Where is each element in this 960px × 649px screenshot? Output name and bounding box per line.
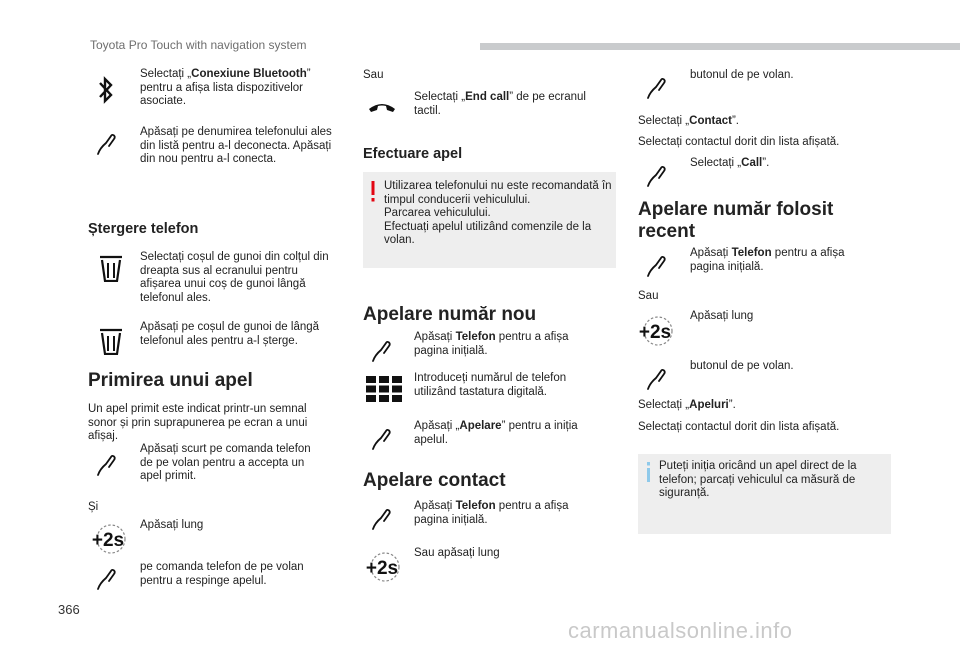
keypad-icon [366,376,402,402]
phone-home-instruction-2: Apăsați Telefon pentru a afișa pagina inițială. [414,500,569,526]
touch-icon [371,507,395,531]
bluetooth-icon [97,76,115,104]
select-contact-tab: Selectați „Contact”. [638,115,739,127]
end-call-icon [367,100,397,114]
call-instruction: Apăsați „Apelare” pentru a iniția apelul. [414,420,578,446]
svg-text:+2s: +2s [638,322,672,343]
contact-call-heading: Apelare contact [363,470,506,491]
phone-home-instruction: Apăsați Telefon pentru a afișa pagina inițială. [414,331,569,357]
header-bar [480,43,960,50]
touch-icon [96,132,120,156]
touch-icon [96,567,120,591]
warning-box [363,172,616,268]
info-icon [646,462,651,482]
receive-call-intro: Un apel primit este indicat printr-un semnal sonor și prin suprapunerea pe ecran a unui afișaj. [88,403,308,442]
long-press-icon [86,521,130,557]
long-press-text: Apăsați lung [140,519,204,531]
warning-icon [370,181,376,203]
touch-icon [646,254,670,278]
touch-icon [646,367,670,391]
select-call-instruction: Selectați „Call”. [690,157,770,169]
info-box [638,454,891,534]
select-contact-text: Selectați contactul dorit din lista afișată. [638,136,840,148]
accept-call-instruction: Apăsați scurt pe comanda telefon de pe volan pentru a accepta un apel primit. [140,443,311,482]
bluetooth-instruction: Selectați „Conexiune Bluetooth” pentru a afișa lista dispozitivelor asociate. [140,68,311,107]
delete-instruction-1: Selectați coșul de gunoi din colțul din dreapta sus al ecranului pentru afișarea unui coș de gunoi lângă telefonul ales. [140,251,329,304]
trash-icon [99,327,123,355]
select-contact-text-2: Selectați contactul dorit din lista afișată. [638,421,840,433]
page-number: 366 [58,602,80,617]
touch-icon [96,453,120,477]
wheel-button-text-2: butonul de pe volan. [690,360,794,372]
disconnect-instruction: Apăsați pe denumirea telefonului ales din listă pentru a-l deconecta. Apăsați din nou pentru a-l conecta. [140,126,332,165]
long-press-text-2: Apăsați lung [690,310,754,322]
svg-text:+2s: +2s [91,530,125,551]
svg-text:+2s: +2s [365,558,399,579]
touch-icon [371,427,395,451]
recent-number-heading: Apelare număr folosit recent [638,199,834,242]
trash-icon [99,254,123,282]
end-call-instruction: Selectați „End call” de pe ecranul tactil. [414,91,586,117]
touch-icon [646,76,670,100]
or-long-press-text: Sau apăsați lung [414,547,500,559]
info-text: Puteți iniția oricând un apel direct de la telefon; parcați vehiculul ca măsură de siguranță. [659,460,857,499]
make-call-heading: Efectuare apel [363,146,463,162]
delete-instruction-2: Apăsați pe coșul de gunoi de lângă telefonul ales pentru a-l șterge. [140,321,320,347]
delete-phone-heading: Ștergere telefon [88,221,199,237]
watermark: carmanualsonline.info [568,618,793,643]
wheel-button-text: butonul de pe volan. [690,69,794,81]
select-calls-tab: Selectați „Apeluri”. [638,399,736,411]
keypad-instruction: Introduceți numărul de telefon utilizând tastatura digitală. [414,372,567,398]
receive-call-heading: Primirea unui apel [88,370,253,391]
new-number-heading: Apelare număr nou [363,304,537,325]
reject-call-instruction: pe comanda telefon de pe volan pentru a respinge apelul. [140,561,304,587]
or-text: Sau [363,69,384,81]
long-press-icon [633,313,677,349]
and-text: Și [88,501,99,513]
touch-icon [646,164,670,188]
or-text-2: Sau [638,290,659,302]
phone-home-instruction-3: Apăsați Telefon pentru a afișa pagina inițială. [690,247,845,273]
touch-icon [371,339,395,363]
running-header: Toyota Pro Touch with navigation system [90,38,307,52]
warning-text: Utilizarea telefonului nu este recomandată în timpul conducerii vehiculului. Parcarea vehiculului. Efectuați apelul utilizând comenzile de la volan. [384,180,612,246]
long-press-icon [360,549,404,585]
